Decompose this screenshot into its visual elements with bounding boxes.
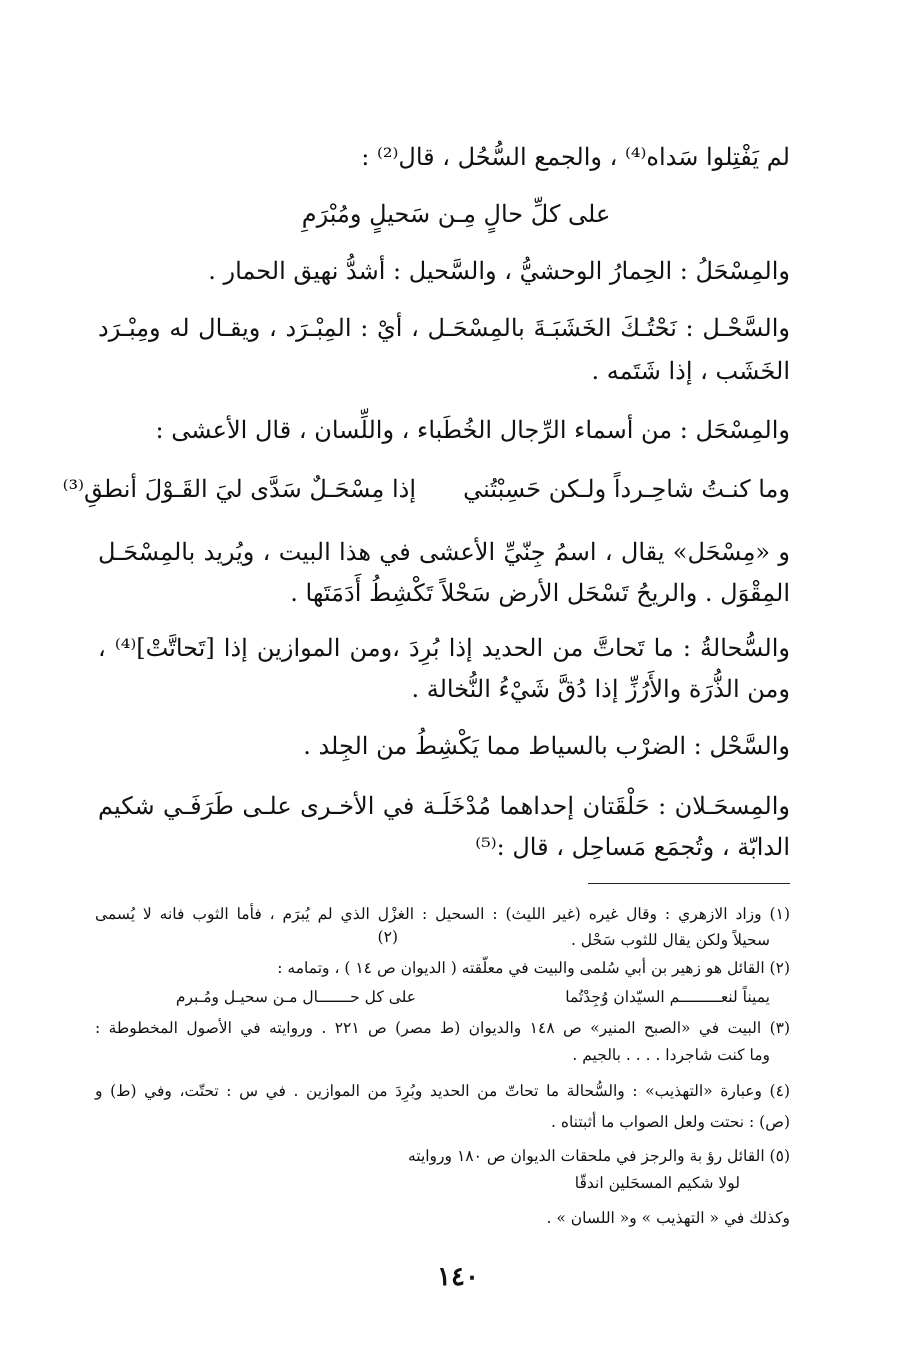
footnote-5-line-1: (٥) القائل رؤ بة والرجز في ملحقات الديوان ص ١٨٠ وروايته xyxy=(407,1147,790,1165)
footnote-4-line-2: (ص) : نحتت ولعل الصواب ما أثبتناه . xyxy=(550,1113,790,1131)
text-line-5: الخَشَب ، إذا شَتَمه . xyxy=(591,357,790,385)
text-line-1: لم يَفْتِلوا سَداه⁽⁴⁾ ، والجمع السُّحُل ، قال⁽²⁾ : xyxy=(361,143,790,171)
verse-second-half: إذا مِسْحَـلٌ سَدَّى ليَ القَـوْلَ أنطقِ⁽³⁾ xyxy=(62,475,416,503)
footnote-1-line-2: سحيلاً ولكن يقال للثوب سَحْل . xyxy=(570,931,770,949)
text-line-8: و «مِسْحَل» يقال ، اسمُ جِنّيِّ الأعشى في هذا البيت ، ويُريد بالمِسْحَـل xyxy=(98,538,790,566)
verse-line-zuhair: على كلِّ حالٍ مِـن سَحيلٍ ومُبْرَمِ xyxy=(301,200,611,228)
text-line-6: والمِسْحَل : من أسماء الرِّجال الخُطَباء ، واللِّسان ، قال الأعشى : xyxy=(155,416,790,444)
text-line-9: المِقْوَل . والريحُ تَسْحَل الأرض سَحْلاً تَكْشِطُ أَدَمَتَها . xyxy=(290,579,790,607)
footnote-3-line-1: (٣) البيت في «الصبح المنير» ص ١٤٨ والديوان (ط مصر) ص ٢٢١ . وروايته في الأصول المخطوطة : xyxy=(95,1019,791,1037)
verse-first-half: وما كنـتُ شاحِـرداً ولـكن حَسِبْتُني xyxy=(463,475,790,503)
text-line-11: ومن الذُّرَة والأَرُزِّ إذا دُقَّ شَيْءُ النُّخالة . xyxy=(411,675,790,703)
text-line-3: والمِسْحَلُ : الحِمارُ الوحشيُّ ، والسَّحيل : أشدُّ نهيق الحمار . xyxy=(208,257,790,285)
footnote-divider xyxy=(588,883,790,884)
text-line-10: والسُّحالةُ : ما تَحاتَّ من الحديد إذا بُرِدَ ،ومن الموازين إذا [تَحاتَّتْ]⁽⁴⁾ ، xyxy=(98,634,790,662)
footnote-1-line-1: (١) وزاد الازهري : وقال غيره (غير الليث) : السحيل : الغزْل الذي لم يُبرَم ، فأما الثوب فانه لا يُسمى xyxy=(95,905,790,923)
text-line-12: والسَّحْل : الضرْب بالسياط مما يَكْشِطُ من الجِلد . xyxy=(303,732,790,760)
footnote-ref-2: (٢) xyxy=(377,928,398,946)
footnote-2-line-1: (٢) القائل هو زهير بن أبي سُلمى والبيت في معلّقته ( الديوان ص ١٤ ) ، وتمامه : xyxy=(277,959,790,977)
footnote-5-line-2: لولا شكيم المسحَلين اندقّا xyxy=(574,1174,740,1192)
footnote-2-verse-first: يميناً لنعـــــــــم السيّدان وُجِدْتُما xyxy=(565,988,770,1006)
page-number: ١٤٠ xyxy=(437,1262,479,1292)
footnote-5-line-3: وكذلك في « التهذيب » و« اللسان » . xyxy=(546,1209,790,1227)
footnote-3-line-2: وما كنت شاجردا . . . . بالجيم . xyxy=(572,1046,770,1064)
text-line-4: والسَّحْـل : نَحْتُـكَ الخَشَبَـةَ بالمِسْحَـل ، أيْ : المِبْـرَد ، ويقـال له ومِبْـرَد xyxy=(98,314,790,342)
footnote-4-line-1: (٤) وعبارة «التهذيب» : والسُّحالة ما تحاتّ من الحديد وبُرِدَ من الموازين . في س : تحتّت، وفي (ط) و xyxy=(95,1082,790,1100)
text-line-13: والمِسحَـلان : حَلْقَتان إحداهما مُدْخَلَـة في الأخـرى علـى طَرَفَـي شكيم xyxy=(98,792,791,820)
footnote-2-verse-second: على كل حـــــــال مـن سحيـل ومُـبرم xyxy=(175,988,416,1006)
text-line-14: الدابّة ، وتُجمَع مَساحِل ، قال :⁽⁵⁾ xyxy=(475,833,790,861)
